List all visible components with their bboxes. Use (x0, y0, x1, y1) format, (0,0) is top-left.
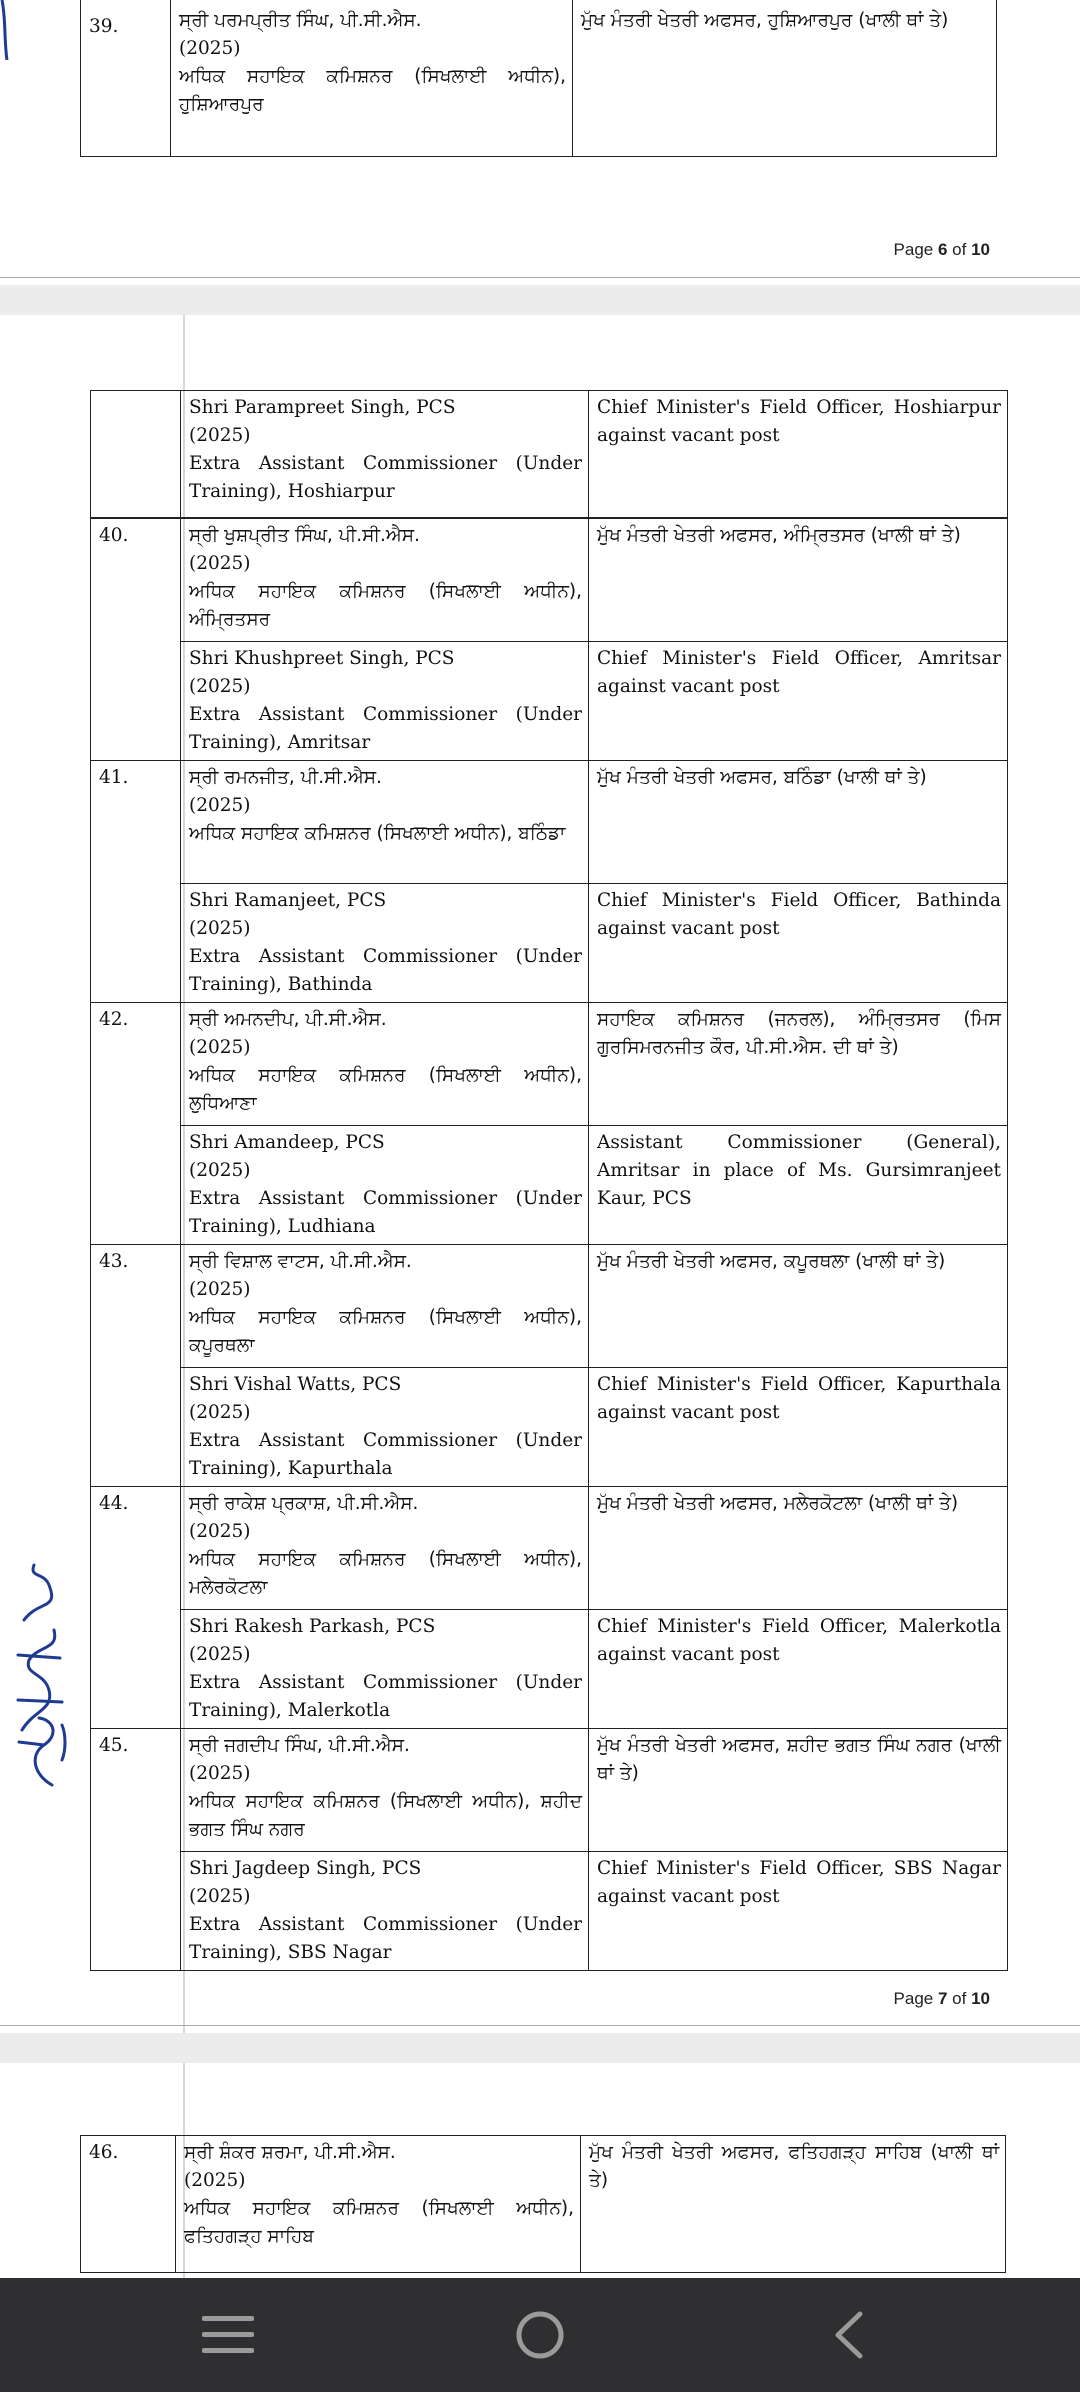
footer-mid: of (947, 240, 972, 259)
posting-punjabi: ਸਹਾਇਕ ਕਮਿਸ਼ਨਰ (ਜਨਰਲ), ਅੰਮ੍ਰਿਤਸਰ (ਮਿਸ ਗੁਰਸਿਮਰਨਜੀਤ ਕੌਰ, ਪੀ.ਸੀ.ਐਸ. ਦੀ ਥਾਂ ਤੇ) (589, 1003, 1008, 1126)
posting-punjabi: ਮੁੱਖ ਮੰਤਰੀ ਖੇਤਰੀ ਅਫਸਰ, ਸ਼ਹੀਦ ਭਗਤ ਸਿੰਘ ਨਗਰ (ਖਾਲੀ ਥਾਂ ਤੇ) (589, 1729, 1008, 1852)
serial-number: 46. (81, 2136, 176, 2273)
table-row-english (91, 1368, 1008, 1487)
batch-year: (2025) (189, 553, 251, 574)
footer-total-pages: 10 (971, 1989, 990, 2008)
table-row-english (91, 884, 1008, 1003)
serial-number: 43. (91, 1245, 181, 1487)
officer-name-english (181, 1368, 589, 1487)
designation-line: ਅਧਿਕ ਸਹਾਇਕ ਕਮਿਸ਼ਨਰ (ਸਿਖਲਾਈ ਅਧੀਨ), ਹੁਸ਼ਿਆਰਪੁਰ (179, 66, 566, 115)
menu-lines-icon (200, 2312, 256, 2358)
designation-line: Extra Assistant Commissioner (Under Training), Amritsar (189, 704, 582, 753)
serial-number: 42. (91, 1003, 181, 1245)
appointment-table (90, 390, 1008, 518)
table-row-punjabi (91, 1003, 1008, 1126)
batch-year: (2025) (189, 1644, 251, 1665)
officer-name-english (181, 391, 589, 518)
officer-name-punjabi (176, 2136, 581, 2273)
serial-number-empty (91, 391, 181, 518)
table-row-punjabi (91, 1487, 1008, 1610)
table-row-punjabi (91, 1729, 1008, 1852)
posting-english: Chief Minister's Field Officer, Kapurthala against vacant post (589, 1368, 1008, 1487)
posting-english: Chief Minister's Field Officer, Malerkotla against vacant post (589, 1610, 1008, 1729)
document-page-6 (0, 0, 1080, 285)
name-line: ਸ੍ਰੀ ਪਰਮਪ੍ਰੀਤ ਸਿੰਘ, ਪੀ.ਸੀ.ਐਸ. (179, 10, 422, 31)
batch-year: (2025) (189, 1521, 251, 1542)
name-line: ਸ੍ਰੀ ਅਮਨਦੀਪ, ਪੀ.ਸੀ.ਐਸ. (189, 1009, 387, 1030)
table-row (91, 391, 1008, 518)
table-row-english (91, 1610, 1008, 1729)
footer-prefix: Page (893, 1989, 938, 2008)
designation-line: ਅਧਿਕ ਸਹਾਇਕ ਕਮਿਸ਼ਨਰ (ਸਿਖਲਾਈ ਅਧੀਨ), ਅੰਮ੍ਰਿਤਸਰ (189, 581, 582, 630)
name-line: ਸ੍ਰੀ ਰਮਨਜੀਤ, ਪੀ.ਸੀ.ਐਸ. (189, 767, 382, 788)
designation-line: ਅਧਿਕ ਸਹਾਇਕ ਕਮਿਸ਼ਨਰ (ਸਿਖਲਾਈ ਅਧੀਨ), ਕਪੂਰਥਲਾ (189, 1307, 582, 1356)
serial-number: 45. (91, 1729, 181, 1971)
serial-number: 39. (81, 0, 171, 157)
page-divider (0, 277, 1080, 278)
document-page-7 (0, 315, 1080, 2033)
footer-mid: of (947, 1989, 972, 2008)
name-line: Shri Rakesh Parkash, PCS (189, 1616, 436, 1637)
name-line: Shri Jagdeep Singh, PCS (189, 1858, 422, 1879)
posting-english: Chief Minister's Field Officer, SBS Nagar against vacant post (589, 1852, 1008, 1971)
batch-year: (2025) (179, 38, 241, 59)
officer-name-english (181, 642, 589, 761)
table-row-punjabi (91, 519, 1008, 642)
footer-page-number: 6 (937, 240, 948, 259)
officer-name-punjabi (171, 0, 573, 157)
designation-line: Extra Assistant Commissioner (Under Training), SBS Nagar (189, 1914, 582, 1963)
posting-punjabi: ਮੁੱਖ ਮੰਤਰੀ ਖੇਤਰੀ ਅਫਸਰ, ਕਪੂਰਥਲਾ (ਖਾਲੀ ਥਾਂ ਤੇ) (589, 1245, 1008, 1368)
name-line: Shri Parampreet Singh, PCS (189, 397, 456, 418)
name-line: ਸ੍ਰੀ ਖੁਸ਼ਪ੍ਰੀਤ ਸਿੰਘ, ਪੀ.ਸੀ.ਐਸ. (189, 525, 420, 546)
batch-year: (2025) (189, 918, 251, 939)
officer-name-english (181, 1610, 589, 1729)
posting-english: Assistant Commissioner (General), Amritsar in place of Ms. Gursimranjeet Kaur, PCS (589, 1126, 1008, 1245)
officer-name-english (181, 1852, 589, 1971)
designation-line: ਅਧਿਕ ਸਹਾਇਕ ਕਮਿਸ਼ਨਰ (ਸਿਖਲਾਈ ਅਧੀਨ), ਫਤਿਹਗੜ੍ਹ ਸਾਹਿਬ (184, 2198, 574, 2247)
appointment-table (80, 2135, 1006, 2273)
name-line: ਸ੍ਰੀ ਜਗਦੀਪ ਸਿੰਘ, ਪੀ.ਸੀ.ਐਸ. (189, 1735, 410, 1756)
table-row-english (91, 1852, 1008, 1971)
posting-punjabi: ਮੁੱਖ ਮੰਤਰੀ ਖੇਤਰੀ ਅਫਸਰ, ਫਤਿਹਗੜ੍ਹ ਸਾਹਿਬ (ਖਾਲੀ ਥਾਂ ਤੇ) (581, 2136, 1006, 2273)
officer-name-english (181, 884, 589, 1003)
officer-name-punjabi (181, 1003, 589, 1126)
appointment-table-continued (90, 518, 1008, 1971)
page-footer (894, 1989, 990, 2009)
table-row (81, 0, 997, 157)
designation-line: ਅਧਿਕ ਸਹਾਇਕ ਕਮਿਸ਼ਨਰ (ਸਿਖਲਾਈ ਅਧੀਨ), ਸ਼ਹੀਦ ਭਗਤ ਸਿੰਘ ਨਗਰ (189, 1791, 582, 1840)
serial-number: 44. (91, 1487, 181, 1729)
posting-english: Chief Minister's Field Officer, Amritsar against vacant post (589, 642, 1008, 761)
serial-number: 40. (91, 519, 181, 761)
designation-line: ਅਧਿਕ ਸਹਾਇਕ ਕਮਿਸ਼ਨਰ (ਸਿਖਲਾਈ ਅਧੀਨ), ਬਠਿੰਡਾ (189, 823, 566, 844)
table-row-english (91, 1126, 1008, 1245)
footer-prefix: Page (893, 240, 938, 259)
circle-home-icon (514, 2309, 566, 2361)
batch-year: (2025) (189, 1886, 251, 1907)
document-page-8 (0, 2063, 1080, 2278)
batch-year: (2025) (184, 2170, 246, 2191)
posting-english: Chief Minister's Field Officer, Hoshiarpur against vacant post (589, 391, 1008, 518)
table-row-english (91, 642, 1008, 761)
name-line: Shri Vishal Watts, PCS (189, 1374, 402, 1395)
officer-name-punjabi (181, 1487, 589, 1610)
posting-punjabi: ਮੁੱਖ ਮੰਤਰੀ ਖੇਤਰੀ ਅਫਸਰ, ਮਲੇਰਕੋਟਲਾ (ਖਾਲੀ ਥਾਂ ਤੇ) (589, 1487, 1008, 1610)
batch-year: (2025) (189, 795, 251, 816)
system-navigation-bar (0, 2278, 1080, 2392)
batch-year: (2025) (189, 676, 251, 697)
officer-name-english (181, 1126, 589, 1245)
table-row-punjabi (91, 761, 1008, 884)
posting-punjabi: ਮੁੱਖ ਮੰਤਰੀ ਖੇਤਰੀ ਅਫਸਰ, ਬਠਿੰਡਾ (ਖਾਲੀ ਥਾਂ ਤੇ) (589, 761, 1008, 884)
designation-line: Extra Assistant Commissioner (Under Training), Ludhiana (189, 1188, 582, 1237)
officer-name-punjabi (181, 761, 589, 884)
ink-mark (0, 0, 10, 60)
name-line: ਸ੍ਰੀ ਸ਼ੰਕਰ ਸ਼ਰਮਾ, ਪੀ.ਸੀ.ਐਸ. (184, 2142, 396, 2163)
serial-number: 41. (91, 761, 181, 1003)
batch-year: (2025) (189, 1402, 251, 1423)
name-line: ਸ੍ਰੀ ਵਿਸ਼ਾਲ ਵਾਟਸ, ਪੀ.ਸੀ.ਐਸ. (189, 1251, 412, 1272)
table-row-punjabi (91, 1245, 1008, 1368)
officer-name-punjabi (181, 1729, 589, 1852)
batch-year: (2025) (189, 1763, 251, 1784)
page-divider (0, 2025, 1080, 2026)
designation-line: Extra Assistant Commissioner (Under Training), Malerkotla (189, 1672, 582, 1721)
designation-line: ਅਧਿਕ ਸਹਾਇਕ ਕਮਿਸ਼ਨਰ (ਸਿਖਲਾਈ ਅਧੀਨ), ਲੁਧਿਆਣਾ (189, 1065, 582, 1114)
home-button[interactable] (460, 2278, 620, 2392)
page-footer (894, 240, 990, 260)
name-line: Shri Amandeep, PCS (189, 1132, 385, 1153)
designation-line: Extra Assistant Commissioner (Under Training), Bathinda (189, 946, 582, 995)
handwritten-signature (4, 1560, 74, 1790)
batch-year: (2025) (189, 425, 251, 446)
designation-line: Extra Assistant Commissioner (Under Training), Kapurthala (189, 1430, 582, 1479)
table-row (81, 2136, 1006, 2273)
officer-name-punjabi (181, 519, 589, 642)
name-line: ਸ੍ਰੀ ਰਾਕੇਸ਼ ਪ੍ਰਕਾਸ਼, ਪੀ.ਸੀ.ਐਸ. (189, 1493, 419, 1514)
batch-year: (2025) (189, 1279, 251, 1300)
designation-line: ਅਧਿਕ ਸਹਾਇਕ ਕਮਿਸ਼ਨਰ (ਸਿਖਲਾਈ ਅਧੀਨ), ਮਲੇਰਕੋਟਲਾ (189, 1549, 582, 1598)
footer-total-pages: 10 (971, 240, 990, 259)
footer-page-number: 7 (937, 1989, 948, 2008)
appointment-table (80, 0, 997, 157)
posting-punjabi: ਮੁੱਖ ਮੰਤਰੀ ਖੇਤਰੀ ਅਫਸਰ, ਅੰਮ੍ਰਿਤਸਰ (ਖਾਲੀ ਥਾਂ ਤੇ) (589, 519, 1008, 642)
batch-year: (2025) (189, 1160, 251, 1181)
batch-year: (2025) (189, 1037, 251, 1058)
posting-english: Chief Minister's Field Officer, Bathinda against vacant post (589, 884, 1008, 1003)
name-line: Shri Khushpreet Singh, PCS (189, 648, 455, 669)
chevron-left-icon (830, 2310, 870, 2360)
posting-punjabi: ਮੁੱਖ ਮੰਤਰੀ ਖੇਤਰੀ ਅਫਸਰ, ਹੁਸ਼ਿਆਰਪੁਰ (ਖਾਲੀ ਥਾਂ ਤੇ) (573, 0, 997, 157)
recents-button[interactable] (148, 2278, 308, 2392)
back-button[interactable] (770, 2278, 930, 2392)
name-line: Shri Ramanjeet, PCS (189, 890, 387, 911)
officer-name-punjabi (181, 1245, 589, 1368)
designation-line: Extra Assistant Commissioner (Under Training), Hoshiarpur (189, 453, 582, 502)
